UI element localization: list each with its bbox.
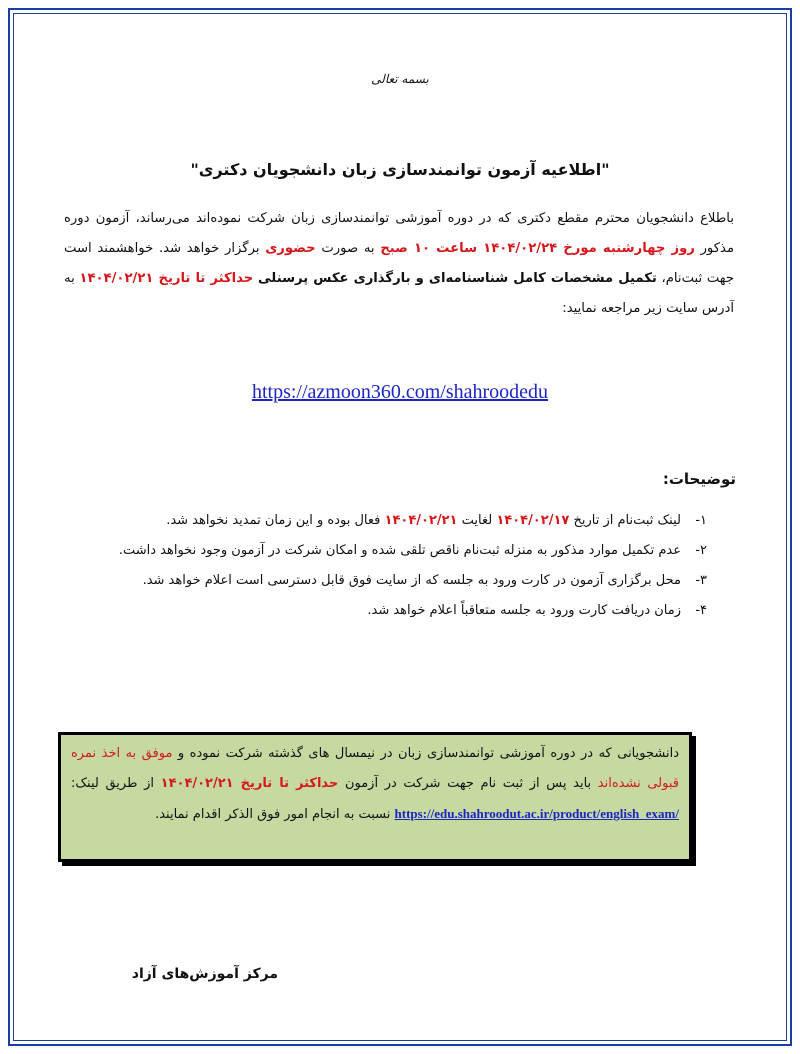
- registration-end-date: ۱۴۰۴/۰۲/۲۱: [384, 513, 458, 528]
- registration-start-date: ۱۴۰۴/۰۲/۱۷: [496, 513, 570, 528]
- exam-mode: حضوری: [265, 241, 316, 256]
- list-item: ۲- عدم تکمیل موارد مذکور به منزله ثبت‌نام ناقص تلقی شده و امکان شرکت در آزمون وجود نخواهد داشت.: [118, 543, 707, 558]
- announcement-title: "اطلاعیه آزمون توانمندسازی زبان دانشجویان دکتری": [190, 160, 610, 179]
- notes-heading: توضیحات:: [662, 470, 736, 488]
- intro-sentence-2: آزمون دوره مذکور روز چهارشنبه مورخ ۱۴۰۴/۰۲/۲۴ ساعت ۱۰ صبح به صورت حضوری برگزار خواهد شد.: [64, 211, 735, 256]
- list-item: ۴- زمان دریافت کارت ورود به جلسه متعاقباً اعلام خواهد شد.: [367, 603, 707, 618]
- list-item: ۱- لینک ثبت‌نام از تاریخ ۱۴۰۴/۰۲/۱۷ لغایت ۱۴۰۴/۰۲/۲۱ فعال بوده و این زمان تمدید نخواهد شد.: [166, 513, 707, 528]
- intro-line-1: باطلاع دانشجویان محترم مقطع دکتری که در دوره آموزشی توانمندسازی زبان شرکت نموده‌اند می‌رساند،: [135, 211, 734, 226]
- retake-deadline: حداکثر تا تاریخ ۱۴۰۴/۰۲/۲۱: [160, 776, 339, 791]
- registration-link[interactable]: https://azmoon360.com/shahroodedu: [251, 381, 549, 403]
- notice-box: دانشجویانی که در دوره آموزشی توانمندسازی زبان در نیمسال های گذشته شرکت نموده و موفق به اخذ نمره قبولی نشده‌اند باید پس از ثبت نام جهت شرکت در آزمون حداکثر تا تاریخ ۱۴۰۴/۰۲/۲۱ از طریق لینک: https://edu.shahroodut.ac.ir/product/english_exam/ نسبت به انجام امور فوق الذکر اقدام نمایند.: [58, 732, 692, 862]
- failed-students-note: موفق به اخذ نمره قبولی نشده‌اند: [71, 746, 679, 791]
- registration-requirements: تکمیل مشخصات کامل شناسنامه‌ای و بارگذاری عکس پرسنلی: [257, 271, 657, 286]
- exam-date-time: روز چهارشنبه مورخ ۱۴۰۴/۰۲/۲۴ ساعت ۱۰ صبح: [380, 241, 695, 256]
- signature: مرکز آموزش‌های آزاد: [131, 966, 278, 982]
- registration-deadline: حداکثر تا تاریخ ۱۴۰۴/۰۲/۲۱: [79, 271, 254, 286]
- basmala-header: بسمه تعالی: [371, 72, 429, 86]
- list-item: ۳- محل برگزاری آزمون در کارت ورود به جلسه که از سایت فوق قابل دسترسی است اعلام خواهد شد.: [142, 573, 707, 588]
- retake-link[interactable]: https://edu.shahroodut.ac.ir/product/english_exam/: [394, 806, 679, 821]
- intro-sentence-3: خواهشمند است جهت ثبت‌نام، تکمیل مشخصات کامل شناسنامه‌ای و بارگذاری عکس پرسنلی حداکثر تا تاریخ ۱۴۰۴/۰۲/۲۱ به آدرس سایت زیر مراجعه نمایید:: [64, 241, 735, 316]
- registration-link-row: [0, 381, 800, 404]
- notes-list: [64, 506, 707, 626]
- intro-paragraph: [64, 204, 734, 324]
